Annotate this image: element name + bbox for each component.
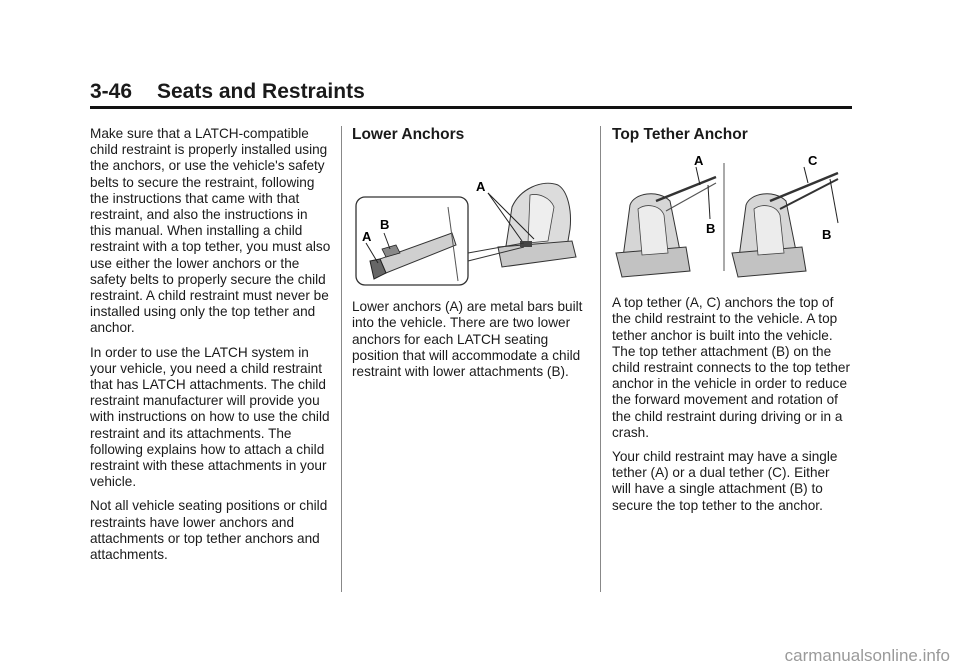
- column-lower-anchors: [352, 126, 584, 388]
- section-heading: Lower Anchors: [352, 126, 465, 143]
- figure-label-a: A: [476, 179, 486, 195]
- paragraph: Lower anchors (A) are metal bars built into the vehicle. There are two lower anchors for each LATCH seating position that will accommodate a child restraint with lower attachments (B).: [352, 299, 583, 380]
- figure-label-c: C: [808, 153, 818, 169]
- column-top-tether-anchor: [612, 126, 852, 522]
- section-title: Seats and Restraints: [157, 80, 365, 103]
- page-number: 3-46: [90, 80, 133, 103]
- figure-label-a: A: [362, 229, 372, 245]
- figure-label-b: B: [380, 217, 390, 233]
- paragraph: A top tether (A, C) anchors the top of the child restraint to the vehicle. A top tether anchor is built into the vehicle. The top tether attachment (B) on the child restraint connects to the top tether anchor in the vehicle in order to reduce the forward movement and rotation of the child restraint during driving or in a crash.: [612, 295, 851, 440]
- figure-label-b: B: [706, 221, 716, 237]
- header-rule: [90, 106, 852, 109]
- paragraph: In order to use the LATCH system in your vehicle, you need a child restraint that has LATCH attachments. The child restraint manufacturer will provide you with instructions on how to use the child restraint and its attachments. The following explains how to attach a child restraint with these attachments in your vehicle.: [90, 344, 330, 490]
- paragraph: Make sure that a LATCH-compatible child restraint is properly installed using the anchors, or use the vehicle's safety belts to secure the restraint, following the instructions that came with that restraint, and also the instructions in this manual. When installing a child restraint with a top tether, you must also use either the lower anchors or the safety belts to properly secure the child restraint. A child restraint must never be installed using only the top tether and anchor.: [90, 126, 331, 336]
- page-header: [90, 80, 852, 108]
- lower-anchors-illustration: [352, 149, 584, 289]
- top-tether-illustration: [612, 149, 852, 285]
- paragraph: Not all vehicle seating positions or child restraints have lower anchors and attachments or top tether anchors and attachments.: [90, 498, 328, 563]
- paragraph: Your child restraint may have a single tether (A) or a dual tether (C). Either will have a single attachment (B) to secure the top tether to the anchor.: [612, 449, 838, 513]
- section-heading: Top Tether Anchor: [612, 126, 748, 143]
- figure-label-a: A: [694, 153, 704, 169]
- column-divider: [600, 126, 601, 592]
- watermark: carmanualsonline.info: [784, 646, 950, 665]
- column-intro: [90, 126, 332, 571]
- figure-label-b: B: [822, 227, 832, 243]
- column-divider: [341, 126, 342, 592]
